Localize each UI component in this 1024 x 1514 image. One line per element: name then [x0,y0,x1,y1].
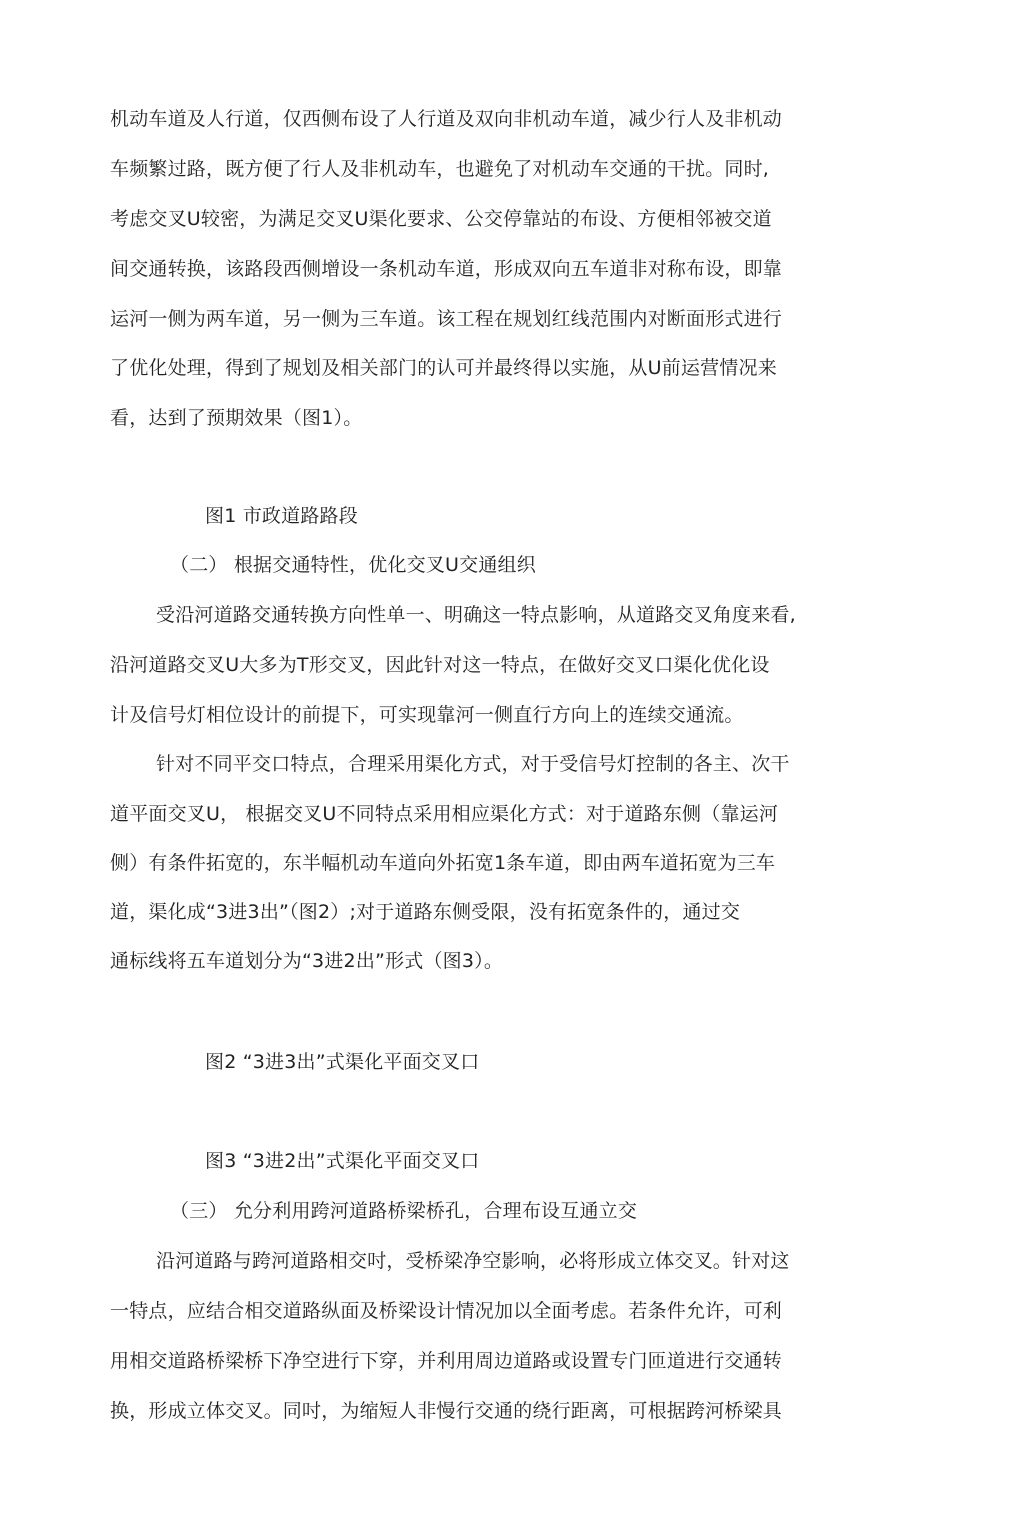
paragraph-3-line-1: 针对不同平交口特点，合理采用渠化方式，对于受信号灯控制的各主、次干 [156,753,790,775]
paragraph-4-line-2: 一特点，应结合相交道路纵面及桥梁设计情况加以全面考虑。若条件允许，可利 [110,1300,783,1322]
paragraph-2-line-2: 沿河道路交叉U大多为T形交叉，因此针对这一特点，在做好交叉口渠化优化设 [110,654,770,676]
paragraph-3-line-4: 道，渠化成“3进3出”（图2）;对于道路东侧受限，没有拓宽条件的，通过交 [110,901,741,923]
paragraph-1-line-1: 机动车道及人行道，仅西侧布设了人行道及双向非机动车道，减少行人及非机动 [110,108,783,130]
paragraph-2-line-1: 受沿河道路交通转换方向性单一、明确这一特点影响，从道路交叉角度来看, [156,604,796,626]
paragraph-4-line-1: 沿河道路与跨河道路相交吋，受桥梁净空影响，必将形成立体交叉。针对这 [156,1250,790,1272]
paragraph-1-line-7: 看，达到了预期效果（图1）。 [110,407,363,429]
paragraph-3-line-3: 侧）有条件拓宽的，东半幅机动车道向外拓宽1条车道，即由两车道拓宽为三车 [110,852,776,874]
paragraph-2-line-3: 计及信号灯相位设计的前提下，可实现靠河一侧直行方向上的连续交通流。 [110,704,744,726]
section-3-heading: （三） 允分利用跨河道路桥梁桥孔，合理布设互通立交 [170,1200,638,1222]
paragraph-3-line-2: 道平面交叉U， 根据交叉U不同特点采用相应渠化方式：对于道路东侧（靠运河 [110,803,779,825]
section-2-heading: （二） 根据交通特性，优化交叉U交通组织 [170,554,536,576]
figure-1-caption: 图1 市政道路路段 [205,505,358,527]
figure-3-caption: 图3 “3进2出”式渠化平面交叉口 [205,1150,480,1172]
paragraph-1-line-4: 间交通转换，该路段西侧增设一条机动车道，形成双向五车道非对称布设，即靠 [110,258,783,280]
figure-2-caption: 图2 “3进3出”式渠化平面交叉口 [205,1051,480,1073]
paragraph-1-line-3: 考虑交叉U较密，为满足交叉U渠化要求、公交停靠站的布设、方便相邻被交道 [110,208,772,230]
paragraph-1-line-2: 车频繁过路，既方便了行人及非机动车，也避免了对机动车交通的干扰。同时, [110,158,770,180]
paragraph-3-line-5: 通标线将五车道划分为“3进2出”形式（图3）。 [110,950,504,972]
paragraph-1-line-5: 运河一侧为两车道，另一侧为三车道。该工程在规划红线范围内对断面形式进行 [110,308,783,330]
paragraph-1-line-6: 了优化处理，得到了规划及相关部门的认可并最终得以实施，从U前运营情况来 [110,357,777,379]
paragraph-4-line-4: 换，形成立体交叉。同吋，为缩短人非慢行交通的绕行距离，可根据跨河桥梁具 [110,1400,783,1422]
paragraph-4-line-3: 用相交道路桥梁桥下净空进行下穿，并利用周边道路或设置专门匝道进行交通转 [110,1350,783,1372]
